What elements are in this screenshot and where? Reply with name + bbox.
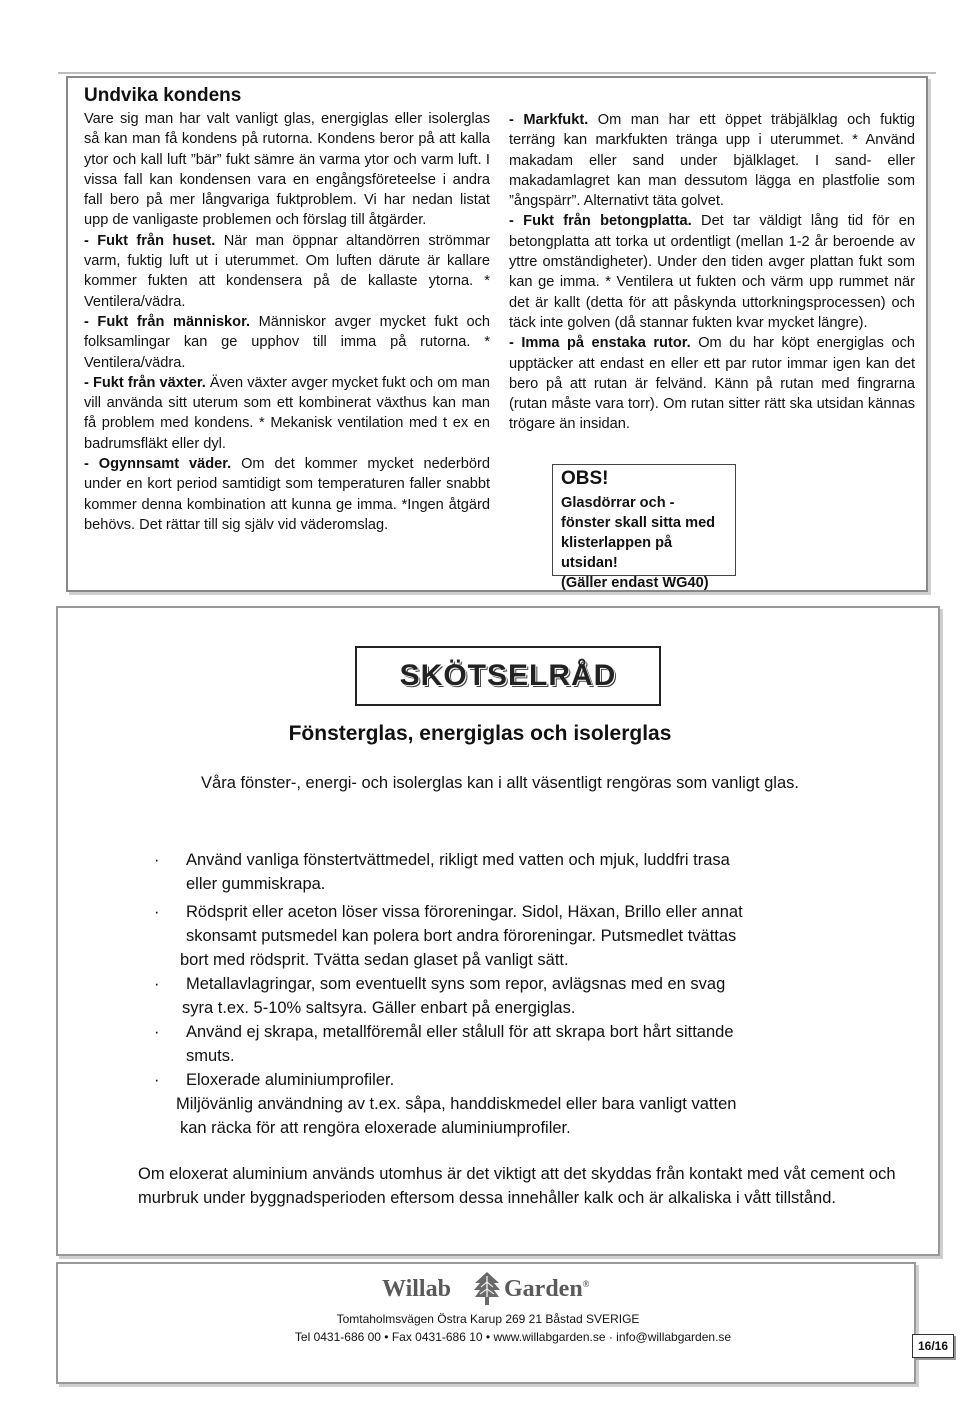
care-subtitle: Fönsterglas, energiglas och isolerglas	[288, 722, 672, 745]
care-bullet-list	[150, 848, 850, 1140]
care-note: Om eloxerat aluminium används utomhus är det viktigt att det skyddas från kontakt med våt cement och murbruk under byggnadsperioden eftersom dessa innehåller kalk och är alkaliska i vått tillstånd.	[138, 1165, 896, 1207]
company-contact: Tel 0431-686 00 • Fax 0431-686 10 • www.willabgarden.se · info@willabgarden.se	[294, 1330, 732, 1344]
item-fukt-huset: - Fukt från huset. När man öppnar altandörren strömmar varm, fuktig luft ut i uterummet. Om luften därute är kallare kommer fukten att kondensera på de kallaste ytorna. * Ventilera/vädra.	[84, 232, 491, 310]
condensation-heading: Undvika kondens	[84, 85, 242, 106]
condensation-column-right	[509, 110, 915, 435]
item-ogynnsamt-vader: - Ogynnsamt väder. Om det kommer mycket nederbörd under en kort period samtidigt som temperaturen faller snabbt kommer denna kombination att kunna ge imma. *Ingen åtgärd behövs. Det rättar till sig själv vid väderomslag.	[84, 456, 490, 533]
bullet-icon: ·	[154, 1071, 160, 1089]
obs-note: (Gäller endast WG40)	[561, 575, 709, 591]
list-item: · Metallavlagringar, som eventuellt syns som repor, avlägsnas med en svag syra t.ex. 5-10% saltsyra. Gäller enbart på energiglas.	[150, 972, 850, 1020]
bullet-icon: ·	[154, 1023, 160, 1041]
item-imma-rutor: - Imma på enstaka rutor. Om du har köpt energiglas och upptäcker att endast en eller ett par rutor immar igen kan det bero på att rutan är felvänd. Känn på rutan med fingrarna (rutan måste vara torr). Om rutan sitter rätt ska utsidan kännas trögare än insidan.	[509, 335, 915, 433]
item-markfukt: - Markfukt. Om man har ett öppet träbjälklag och fuktig terräng kan markfukten tränga upp i uterummet. * Använd makadam eller sand under bjälklaget. I sand- eller makadamlagret kan man dessutom lägga en plastfolie som ”ångspärr”. Alternativt täta golvet.	[509, 112, 915, 210]
list-item: · Använd vanliga fönstertvättmedel, rikligt med vatten och mjuk, luddfri trasa eller gummiskrapa.	[150, 848, 850, 896]
bullet-icon: ·	[154, 975, 160, 993]
bullet-icon: ·	[154, 851, 160, 869]
list-item: · Eloxerade aluminiumprofiler. Miljövänlig användning av t.ex. såpa, handdiskmedel eller bara vanligt vatten kan räcka för att rengöra eloxerade aluminiumprofiler.	[150, 1068, 850, 1140]
bullet-icon: ·	[154, 903, 160, 921]
item-fukt-manniskor: - Fukt från människor. Människor avger mycket fukt och folksamlingar kan ge upphov till imma på rutorna. * Ventilera/vädra.	[84, 313, 490, 371]
company-logo: Willab Garden®	[382, 1270, 612, 1310]
company-address: Tomtaholmsvägen Östra Karup 269 21 Båstad SVERIGE	[336, 1312, 640, 1326]
item-betongplatta: - Fukt från betongplatta. Det tar väldigt lång tid för en betongplatta att torka ut ordentligt (mellan 1-2 år beroende av yttre omständigheter). Under den tiden avger plattan fukt som kan ge imma. * Ventilera ut fukten och värm upp rummet när det är kallt (detta för att påskynda uttorkningsprocessen) och täck inte golven (då stannar fukten kvar mycket längre).	[509, 213, 915, 331]
care-intro: Våra fönster-, energi- och isolerglas kan i allt väsentligt rengöras som vanligt glas.	[201, 774, 799, 792]
obs-text: Glasdörrar och - fönster skall sitta med klisterlappen på utsidan!	[561, 495, 716, 571]
condensation-intro: Vare sig man har valt vanligt glas, energiglas eller isolerglas så kan man få kondens på rutorna. Kondens beror på att kalla ytor och kall luft ”bär” fukt sämre än varma ytor och varm luft. I vissa fall kan kondensen vara en engångsföreteelse i andra fall bero på mer långvariga fuktproblem. Vi har nedan listat upp de vanligaste problemen och förslag till åtgärder.	[84, 111, 490, 229]
list-item: · Rödsprit eller aceton löser vissa föroreningar. Sidol, Häxan, Brillo eller annat skonsamt putsmedel kan polera bort andra föroreningar. Putsmedlet tvättas bort med rödsprit. Tvätta sedan glaset på vanligt sätt.	[150, 900, 850, 972]
obs-notice-box	[552, 464, 736, 591]
condensation-column-left	[84, 84, 490, 535]
care-title: SKÖTSELRÅD	[355, 646, 661, 706]
tree-icon	[472, 1270, 502, 1308]
list-item: · Använd ej skrapa, metallföremål eller stålull för att skrapa bort hårt sittande smuts.	[150, 1020, 850, 1068]
obs-title: OBS!	[561, 468, 609, 489]
item-fukt-vaxter: - Fukt från växter. Även växter avger mycket fukt och om man vill använda sitt uterum som ett kombinerat växthus kan man få problem med kondens. * Mekanisk ventilation med t ex en badrumsfläkt eller dyl.	[84, 374, 490, 452]
page-number: 16/16	[912, 1334, 954, 1358]
